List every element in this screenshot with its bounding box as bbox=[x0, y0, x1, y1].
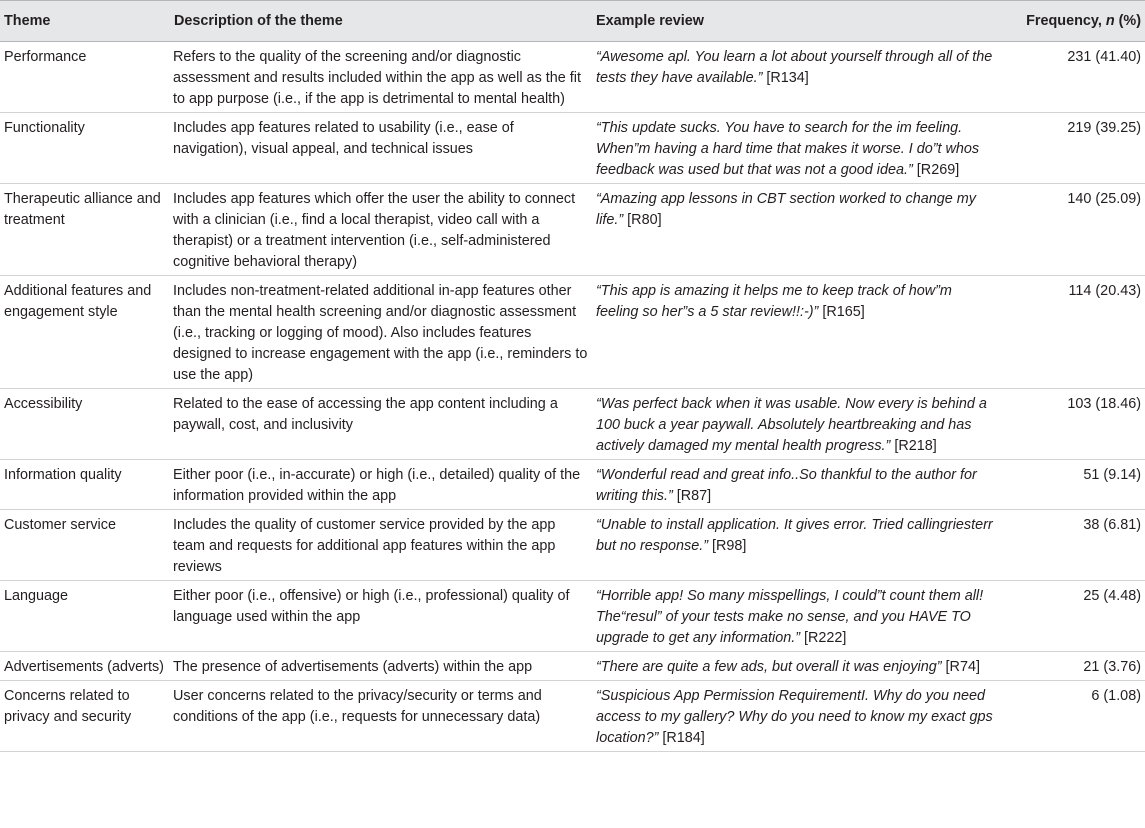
frequency-cell: 114 (20.43) bbox=[997, 276, 1145, 389]
review-ref: [R80] bbox=[623, 212, 662, 228]
table-row bbox=[0, 389, 1145, 460]
header-example-review: Example review bbox=[592, 1, 997, 42]
review-quote: “Awesome apl. You learn a lot about yourself through all of the tests they have available.” bbox=[596, 49, 993, 86]
theme-cell: Language bbox=[0, 581, 170, 652]
frequency-cell: 25 (4.48) bbox=[997, 581, 1145, 652]
review-quote: “Unable to install application. It gives error. Tried callingriesterr but no response.” bbox=[596, 517, 993, 554]
description-cell: User concerns related to the privacy/security or terms and conditions of the app (i.e., requests for unnecessary data) bbox=[170, 681, 592, 752]
review-ref: [R134] bbox=[762, 70, 809, 86]
description-cell: Includes non-treatment-related additional in-app features other than the mental health screening and/or diagnostic assessment (i.e., tracking or logging of mood). Also includes features designed to increase engagement with the app (i.e., reminders to use the app) bbox=[170, 276, 592, 389]
table-row bbox=[0, 652, 1145, 681]
table-row bbox=[0, 681, 1145, 752]
review-ref: [R98] bbox=[708, 538, 747, 554]
table-row bbox=[0, 581, 1145, 652]
review-quote: “This update sucks. You have to search for the im feeling. When”m having a hard time that makes it worse. I do”t whos feedback was used but that was not a good idea.” bbox=[596, 120, 980, 178]
theme-cell: Advertisements (adverts) bbox=[0, 652, 170, 681]
review-ref: [R222] bbox=[800, 630, 847, 646]
description-cell: Related to the ease of accessing the app content including a paywall, cost, and inclusivity bbox=[170, 389, 592, 460]
review-quote: “Was perfect back when it was usable. Now every is behind a 100 buck a year paywall. Absolutely heartbreaking and has actively damaged my mental health progress.” bbox=[596, 396, 987, 454]
theme-cell: Information quality bbox=[0, 460, 170, 510]
header-row bbox=[0, 1, 1145, 42]
review-ref: [R184] bbox=[658, 730, 705, 746]
description-cell: Either poor (i.e., in-accurate) or high (i.e., detailed) quality of the information provided within the app bbox=[170, 460, 592, 510]
table-row bbox=[0, 42, 1145, 113]
frequency-cell: 219 (39.25) bbox=[997, 113, 1145, 184]
header-frequency-prefix: Frequency, bbox=[1026, 13, 1106, 29]
table-row bbox=[0, 460, 1145, 510]
review-cell bbox=[592, 389, 997, 460]
theme-cell: Accessibility bbox=[0, 389, 170, 460]
description-cell: Includes the quality of customer service provided by the app team and requests for additional app features within the app reviews bbox=[170, 510, 592, 581]
header-theme: Theme bbox=[0, 1, 170, 42]
header-frequency-suffix: (%) bbox=[1114, 13, 1141, 29]
description-cell: Includes app features which offer the user the ability to connect with a clinician (i.e., find a local therapist, video call with a therapist) or a treatment intervention (i.e., self-administered cognitive behavioral therapy) bbox=[170, 184, 592, 276]
review-cell bbox=[592, 681, 997, 752]
frequency-cell: 51 (9.14) bbox=[997, 460, 1145, 510]
frequency-cell: 140 (25.09) bbox=[997, 184, 1145, 276]
header-frequency bbox=[997, 1, 1145, 42]
description-cell: Includes app features related to usability (i.e., ease of navigation), visual appeal, and technical issues bbox=[170, 113, 592, 184]
description-cell: The presence of advertisements (adverts) within the app bbox=[170, 652, 592, 681]
review-ref: [R165] bbox=[818, 304, 865, 320]
description-cell: Refers to the quality of the screening and/or diagnostic assessment and results included within the app as well as the fit to app purpose (i.e., if the app is detrimental to mental health) bbox=[170, 42, 592, 113]
frequency-cell: 38 (6.81) bbox=[997, 510, 1145, 581]
review-quote: “Horrible app! So many misspellings, I could”t count them all! The“resul” of your tests make no sense, and you HAVE TO upgrade to get any information.” bbox=[596, 588, 984, 646]
theme-cell: Concerns related to privacy and security bbox=[0, 681, 170, 752]
review-ref: [R87] bbox=[672, 488, 712, 504]
frequency-cell: 6 (1.08) bbox=[997, 681, 1145, 752]
review-quote: “Amazing app lessons in CBT section worked to change my life.” bbox=[596, 191, 976, 228]
theme-cell: Performance bbox=[0, 42, 170, 113]
table-row bbox=[0, 510, 1145, 581]
frequency-cell: 231 (41.40) bbox=[997, 42, 1145, 113]
header-description: Description of the theme bbox=[170, 1, 592, 42]
review-ref: [R269] bbox=[912, 162, 960, 178]
header-frequency-n: n bbox=[1105, 13, 1115, 29]
review-cell bbox=[592, 42, 997, 113]
review-ref: [R74] bbox=[941, 659, 980, 675]
theme-cell: Customer service bbox=[0, 510, 170, 581]
review-cell bbox=[592, 510, 997, 581]
review-quote: “Wonderful read and great info..So thankful to the author for writing this.” bbox=[596, 467, 977, 504]
table-row bbox=[0, 276, 1145, 389]
table-body bbox=[0, 42, 1145, 752]
review-quote: “There are quite a few ads, but overall it was enjoying” bbox=[596, 659, 942, 675]
frequency-cell: 103 (18.46) bbox=[997, 389, 1145, 460]
table-row bbox=[0, 113, 1145, 184]
review-cell bbox=[592, 581, 997, 652]
theme-cell: Additional features and engagement style bbox=[0, 276, 170, 389]
theme-cell: Functionality bbox=[0, 113, 170, 184]
review-ref: [R218] bbox=[890, 438, 937, 454]
table-row bbox=[0, 184, 1145, 276]
review-cell bbox=[592, 184, 997, 276]
review-cell bbox=[592, 113, 997, 184]
description-cell: Either poor (i.e., offensive) or high (i.e., professional) quality of language used within the app bbox=[170, 581, 592, 652]
review-cell bbox=[592, 652, 997, 681]
review-cell bbox=[592, 460, 997, 510]
theme-cell: Therapeutic alliance and treatment bbox=[0, 184, 170, 276]
frequency-cell: 21 (3.76) bbox=[997, 652, 1145, 681]
review-cell bbox=[592, 276, 997, 389]
table-header bbox=[0, 1, 1145, 42]
review-quote: “Suspicious App Permission RequirementI. Why do you need access to my gallery? Why do you need to know my exact gps location?” bbox=[596, 688, 993, 746]
review-quote: “This app is amazing it helps me to keep track of how”m feeling so her”s a 5 star review!!:-)” bbox=[596, 283, 952, 320]
